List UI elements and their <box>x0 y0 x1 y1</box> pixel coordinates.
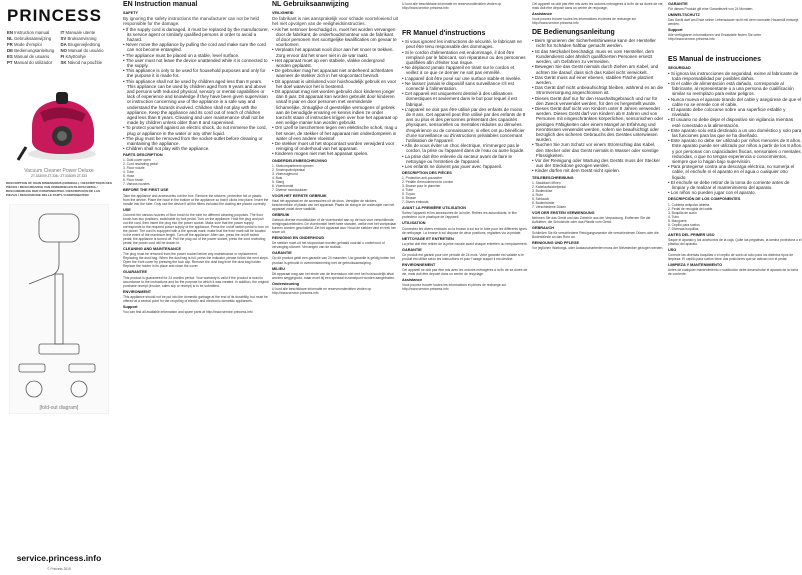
nl-before-heading: VOOR HET EERSTE GEBRUIK <box>272 193 327 198</box>
nl-env-text: Dit apparaat mag aan het einde van de levensduur niet met het huishoudelijk afval worden weggegooid, maar moet bij een speciaal inzamelpunt worden aangeboden. <box>272 271 396 280</box>
en-rule-item: • Children shall not play with the appliance. <box>123 146 269 151</box>
fr-rule-item: • L'appareil doit être posé sur une surface stable et nivelée. <box>402 76 528 81</box>
nl-guarantee-text: Op dit product geldt een garantie van 24 maanden. Uw garantie is geldig indien het product is gebruikt in overeenstemming met de gebruiksaanwijzing. <box>272 256 395 265</box>
nl-use-heading: GEBRUIK <box>272 212 290 217</box>
language-item: SK Návod na použitie <box>60 60 103 65</box>
cover-column <box>0 0 118 575</box>
es-title: ES Manual de instrucciones <box>668 55 761 63</box>
es-rule-item: • Si ignora las instrucciones de seguridad, exime al fabricante de toda responsabilidad por posibles daños. <box>668 71 802 81</box>
fr-guarantee-text: Ce produit est garanti pour une période de 24 mois. Votre garantie est valable si le produit est utilisé selon les instructions et pour l'usage auquel il est destiné. <box>402 252 524 261</box>
de-use-text: Schließen Sie für verschiedene Reinigungszwecke die verschiedenen Düsen oder die Bodenbürste an das Rohr an. <box>532 230 659 239</box>
product-codes: ZT.333009 ZT.338 / ZT.333009 ZT.333 <box>31 174 87 178</box>
language-item: DA Brugervejledning <box>60 42 101 47</box>
nl-clean-text: De stekker moet uit het stopcontact worden gehaald voordat u onderhoud of vervanging uitvoert. Vervangen van de stofzak. <box>272 241 385 250</box>
en-rule-item: • The user must not leave the device unattended while it is connected to the supply. <box>123 58 269 68</box>
nl-support-heading: Ondersteuning <box>272 281 300 286</box>
en-rule-item: • This appliance shall not be used by children aged less than 8 years. This appliance can be used by children aged from 8 years and above and persons with reduced physical, sensory or mental capabilities or lack of experience and knowledge if they have been given supervision or instruction concerning use of the appliance in a safe way and understand the hazards involved. Children shall not play with the appliance. Keep the appliance and its cord out of reach of children aged less than 8 years. Cleaning and user maintenance shall not be made by children unless older than 8 and supervised. <box>123 79 269 126</box>
de-use-heading: GEBRAUCH <box>532 225 554 230</box>
de-clean-heading: REINIGUNG UND PFLEGE <box>532 241 580 246</box>
de-rule-item: • Dieses Gerät darf nicht von Kindern unter 8 Jahren verwendet werden. Dieses Gerät darf von Kindern ab 8 Jahren und von Personen mit eingeschränkten körperlichen, sensorischen oder geistigen Fähigkeiten oder einem Mangel an Erfahrung und Kenntnissen verwendet werden, sofern sie beaufsichtigt oder bezüglich des sicheren Gebrauchs des Gerätes unterwiesen wurden. <box>532 106 664 142</box>
en-part-item: 5. Hose <box>123 174 269 178</box>
fr-part-item: 6. Brosse <box>402 196 528 200</box>
nl-part-item: 2. Snoeropwindpedaal <box>272 168 398 172</box>
de-guarantee-text: Für dieses Produkt gilt eine Garantiezeit von 24 Monaten. <box>668 7 754 12</box>
language-item: FI Käyttöohje <box>60 54 86 59</box>
fr-part-item: 7. Divers embouts <box>402 200 528 204</box>
brand-logo: PRINCESS <box>7 6 102 25</box>
en-part-item: 1. Dust cover open <box>123 158 269 162</box>
de-intro-support-text: Vous pouvez trouver toutes les informations et pièces de rechange sur http://www.service.princess.info <box>532 17 637 26</box>
nl-part-item: 7. Diverse mondstukken <box>272 188 398 192</box>
en-safety-heading: SAFETY <box>123 11 138 15</box>
nl-rule-item: • De stekker moet uit het stopcontact worden verwijderd voor reiniging of onderhoud van het apparaat. <box>272 141 398 151</box>
es-rule-item: • El aparato debe colocarse sobre una superficie estable y nivelada. <box>668 107 802 117</box>
nl-before-text: Haal het apparaat en de accessoires uit de doos. Verwijder de stickers, beschermfolie of plastic van het apparaat. Plaats de slang in de onderzijde van het apparaat zodat deze vastklikt. <box>272 198 395 211</box>
de-part-item: 6. Bodenbürste <box>532 201 664 205</box>
en-part-item: 7. Various nozzles <box>123 182 269 186</box>
fr-support-text: Vous pouvez trouver toutes les informations et pièces de rechange sur http://www.service.princess.info <box>402 283 507 292</box>
en-guarantee-text: This product is guaranteed for 24 months period. Your warranty is valid if the product is used in accordance to the instructions and for the purpose for which it was created. In addition, the original purchase receipt (invoice, sales slip or receipt) is to be submitted. <box>123 275 269 288</box>
de-rule-item: • Das Gerät darf nicht unbeaufsichtigt bleiben, während es an die Stromversorgung angeschlossen ist. <box>532 85 664 95</box>
de-rule-item: • Das Gerät muss auf einer ebenen, stabilen Fläche platziert werden. <box>532 75 664 85</box>
es-use-heading: USO <box>668 247 677 252</box>
de-intro-text: Cet appareil ne doit pas être mis avec les ordures ménagères à la fin de sa durée de vie, mais doit être déposé dans un centre de recyclage. <box>532 2 664 11</box>
es-rule-item: • El enchufe se debe retirar de la toma de corriente antes de limpiar y de realizar el mantenimiento del aparato. <box>668 180 802 190</box>
es-part-item: 3. Boquilla de suelo <box>668 211 802 215</box>
fr-section <box>402 0 528 575</box>
en-support-heading: Support <box>123 304 138 309</box>
fr-use-text: Connectez les divers embouts ou la brosse à sol sur le tube pour les différents types de nettoyage. La brosse à sol dispose de deux positions, réglables via la pédale. <box>402 226 527 235</box>
es-rule-item: • El usuario no debe dejar el dispositivo sin vigilancia mientras esté conectado a la alimentación. <box>668 117 802 127</box>
es-part-item: 1. Cubierta antipolvo abierta <box>668 203 802 207</box>
de-clean-text: Vor jeglichen Wartungs- oder Austauscharbeiten muss der Netzstecker gezogen werden. <box>532 246 664 251</box>
fr-support-heading: Assistance <box>402 278 423 283</box>
fr-rule-item: • Si vous ignorez les instructions de sécurité, le fabricant ne peut être tenu responsable des dommages. <box>402 39 528 49</box>
en-rule-item: • If the supply cord is damaged, it must be replaced by the manufacturer, its service agent or similarly qualified persons in order to avoid a hazard. <box>123 27 269 43</box>
en-part-item: 3. Floor nozzle <box>123 166 269 170</box>
de-rule-item: • Bewegen Sie das Gerät niemals durch Ziehen am Kabel, und achten Sie darauf, dass sich das Kabel nicht verwickelt. <box>532 64 664 74</box>
nl-part-item: 5. Slang <box>272 180 398 184</box>
language-item: EN Instruction manual <box>7 30 50 35</box>
de-part-item: 2. Kabelaufwickelpedal <box>532 185 664 189</box>
language-item: PT Manual do utilizador <box>7 60 53 65</box>
nl-part-item: 6. Vloerborstel <box>272 184 398 188</box>
de-parts-list <box>532 181 664 209</box>
de-rule-item: • Ist das Netzkabel beschädigt, muss es vom Hersteller, dem Kundendienst oder ähnlich qualifizierten Personen ersetzt werden, um Gefahren zu vermeiden. <box>532 49 664 65</box>
de-title: DE Bedienungsanleitung <box>532 29 615 37</box>
de-before-text: Nehmen Sie das Gerät und das Zubehör aus der Verpackung. Entfernen Sie die Aufkleber, die Schutzfolie oder das Plastik vom Gerät. <box>532 215 651 224</box>
website: service.princess.info <box>16 553 102 563</box>
fr-part-item: 2. Pédale d'enroulement du cordon <box>402 180 528 184</box>
fr-rule-item: • Les enfants ne doivent pas jouer avec l'appareil. <box>402 164 528 169</box>
en-column <box>123 0 269 575</box>
fr-rules-list <box>402 39 528 169</box>
de-part-item: 5. Schlauch <box>532 197 664 201</box>
de-rule-item: • Tauchen Sie zum Schutz vor einem Stromschlag das Kabel, den Stecker oder das Gerät niemals in Wasser oder sonstige Flüssigkeiten. <box>532 142 664 158</box>
en-rule-item: • The plug must be removed from the socket-outlet before cleaning or maintaining the appliance. <box>123 136 269 146</box>
en-guarantee-heading: GUARANTEE <box>123 270 148 275</box>
fr-clean-text: La prise doit être retirée de la prise murale avant chaque entretien ou remplacement. <box>402 241 528 246</box>
en-title: EN Instruction manual <box>123 1 198 8</box>
de-part-item: 4. Rohr <box>532 193 664 197</box>
es-column <box>668 0 802 575</box>
fr-before-heading: AVANT LA PREMIÈRE UTILISATION <box>402 206 466 211</box>
nl-guarantee-heading: GARANTIE <box>272 251 292 256</box>
fr-parts-list <box>402 176 528 204</box>
en-part-item: 4. Tube <box>123 170 269 174</box>
es-rules-list <box>668 71 802 196</box>
de-guarantee-heading: GARANTIE <box>668 2 688 6</box>
nl-rule-item: • Als het netsnoer beschadigd is, moet het worden vervangen door de fabrikant, de onderhoudsmonteur van de fabrikant of door personen met soortgelijke kwalificaties om gevaar te voorkomen. <box>272 27 398 48</box>
de-before-heading: VOR DER ERSTEN VERWENDUNG <box>532 210 595 215</box>
de-rule-item: • Dieses Gerät darf nur für den Haushaltsgebrauch und nur für den Zweck verwendet werden, für den es hergestellt wurde. <box>532 96 664 106</box>
de-intro-support: Assistance <box>532 12 553 17</box>
nl-rules-list <box>272 27 398 157</box>
nl-rule-item: • Het apparaat moet op een stabiele, vlakke ondergrond worden geplaatst. <box>272 58 398 68</box>
en-clean-text: The plug must be removed from the power socket before any maintenance or replacement. Replacing the dust bag: When the dust bag is full, press the indicator, please follow the next steps. Open the front cover by pressing the lock clip. Remove the dust bag from the dust bag holder. Replace the holder in its place and close the cover. <box>123 252 269 269</box>
fr-part-item: 4. Tube <box>402 188 528 192</box>
fr-part-item: 5. Tuyau <box>402 192 528 196</box>
language-list <box>7 30 114 66</box>
language-item: IT Manuale utente <box>60 30 96 35</box>
fr-part-item: 3. Brosse pour le plancher <box>402 184 528 188</box>
parts-diagram <box>9 204 109 414</box>
en-support-text: You can find all available information and spare parts at http://www.service.princess.info <box>123 309 253 314</box>
nl-rule-item: • Om uzelf te beschermen tegen een elektrische schok, mag u het snoer, de stekker of het apparaat niet onderdompelen in water of een andere vloeistof. <box>272 125 398 141</box>
en-before-text: Take the appliance and accessories out the box. Remove the stickers, protective foil or plastic from the device. Place the hose in the bottom of the appliance so that it clicks into place. Insert the handle into the tube. Only use the device if all the filters included the dusting are placed correctly. <box>123 193 269 206</box>
nl-title: NL Gebruiksaanwijzing <box>272 1 349 8</box>
legal-notice: DESCRIPTION OF MAIN DIMENSIONS (NOMINAL) / DESCRIPTIONS DES PIÈCES / BESCHRIJVING VAN ONDERDELEN BLOKSCHEMA / BESCHREIBUNG DER KOMPONENTEN / DESCRIPCIÓN DE LAS PIEZAS / DESCRIZIONE DELLE PARTI / KOMPONENTER <box>6 181 112 197</box>
nl-safety-heading: VEILIGHEID <box>272 11 294 15</box>
fr-rule-item: • L'appareil ne doit pas être utilisé par des enfants de moins de 8 ans. Cet appareil peut être utilisé par des enfants de 8 ans ou plus et des personnes présentant des capacités physiques, sensorielles ou mentales réduites ou dénuées d'expérience ou de connaissance, si elles ont pu bénéficier d'une surveillance ou d'instructions préalables concernant l'utilisation de l'appareil. <box>402 107 528 143</box>
de-rule-item: • Beim Ignorieren der Sicherheitshinweise kann der Hersteller nicht für Schäden haftbar gemacht werden. <box>532 38 664 48</box>
language-item: FR Mode d'emploi <box>7 42 42 47</box>
en-use-heading: USE <box>123 207 131 212</box>
de-rule-item: • Vor der Reinigung oder Wartung des Geräts muss der Stecker aus der Steckdose gezogen werden. <box>532 158 664 168</box>
language-item: DE Bedienungsanleitung <box>7 48 55 53</box>
en-parts-list <box>123 158 269 186</box>
language-item: ES Manual de usuario <box>7 54 50 59</box>
copyright: © Princess 2015 <box>47 567 71 571</box>
fr-guarantee-heading: GARANTIE <box>402 247 422 252</box>
fr-rule-item: • Afin de vous éviter un choc électrique, n'immergez pas le cordon, la prise ou l'appareil dans de l'eau ou autre liquide. <box>402 143 528 153</box>
es-rule-item: • Los niños no pueden jugar con el aparato. <box>668 190 802 195</box>
es-safety-heading: SEGURIDAD <box>668 65 691 70</box>
diagram-label: [fold-out diagram] <box>39 404 79 411</box>
fr-rule-item: • Ne déplacez jamais l'appareil en tirant sur le cordon et veillez à ce que ce dernier ne soit pas emmêlé. <box>402 65 528 75</box>
fr-rule-item: • La prise doit être enlevée du secteur avant de faire le nettoyage ou l'entretien de l'appareil. <box>402 154 528 164</box>
nl-rule-item: • Kinderen mogen niet met het apparaat spelen. <box>272 151 398 156</box>
en-safety-text: By ignoring the safety instructions the manufacturer can not be held responsible for the damage. <box>123 16 259 27</box>
es-part-item: 6. Cepillo para suelos <box>668 223 802 227</box>
fr-rule-item: • Cet appareil est uniquement destiné à des utilisations domestiques et seulement dans le but pour lequel il est fabriqué. <box>402 91 528 107</box>
nl-use-text: Gebruik diverse mondstukken of de vloerborstel aan op de buis voor verschillende reinigingsdoeleinden. De vloerborstel heeft twee standen, welke met het voetpedaal kunnen worden geschakeld. Zet het apparaat aan: Houd de stekker vast en trek het snoer uit. <box>272 218 396 235</box>
es-clean-text: Antes de cualquier mantenimiento o sustitución debe desenchufar el aparato de la toma de corriente. <box>668 268 799 277</box>
de-part-item: 1. Staubfach öffnen <box>532 181 664 185</box>
fr-intro-text: U kunt alle beschikbare informatie en reserveonderdelen vinden op http://www.service.princess.info <box>402 2 502 11</box>
en-rule-item: • To protect yourself against an electric shock, do not immerse the cord, plug or appliance in the water or any other liquid. <box>123 125 269 135</box>
fr-rule-item: • Si le cordon d'alimentation est endommagé, il doit être remplacé par le fabricant, son réparateur ou des personnes qualifiées afin d'éviter tout risque. <box>402 50 528 66</box>
en-rule-item: • This appliance is only to be used for household purposes and only for the purpose it is made for. <box>123 68 269 78</box>
es-part-item: 2. Pedal de recogida del cable <box>668 207 802 211</box>
es-rule-item: • Para protegerse contra una descarga eléctrica, no sumerja el cable, el enchufe ni el aparato en el agua o cualquier otro líquido. <box>668 164 802 180</box>
es-rule-item: • Este aparato solo está destinado a un uso doméstico y solo para las funciones para las que se ha diseñado. <box>668 128 802 138</box>
es-use-text: Conecte las diversas boquillas o el cepillo de suelo al tubo para los distintos tipos de limpieza. El cepillo para suelos tiene dos posiciones que se activan con el pedal. <box>668 252 794 261</box>
de-support-text: Alle verfügbaren Informationen und Ersatzteile finden Sie unter http://www.service.princess.info <box>668 33 762 42</box>
product-title: Vacuum Cleaner Power Deluxe <box>24 168 94 174</box>
en-before-heading: BEFORE THE FIRST USE <box>123 188 169 193</box>
nl-fr-column <box>272 0 528 575</box>
fr-env-heading: ENVIRONNEMENT <box>402 262 436 267</box>
en-part-item: 6. Floor brush <box>123 178 269 182</box>
de-support-heading: Support <box>668 28 683 33</box>
nl-safety-text: De fabrikant is niet aansprakelijk voor schade voortvloeiend uit het niet opvolgen van de veiligheidsinstructies. <box>272 16 398 27</box>
nl-parts-heading: ONDERDELENBESCHRIJVING <box>272 158 328 163</box>
fr-use-heading: UTILISATION <box>402 221 426 226</box>
en-parts-heading: PARTS DESCRIPTION <box>123 153 163 158</box>
es-part-item: 4. Tubo <box>668 215 802 219</box>
nl-rule-item: • Dit apparaat mag niet worden gebruikt door kinderen jonger dan 8 jaar. Dit apparaat kan worden gebruikt door kinderen vanaf 8 jaar en door personen met verminderde lichamelijke, zintuiglijke of geestelijke vermogens of gebrek aan de benodigde ervaring en kennis indien ze onder toezicht staan of instructies krijgen over hoe het apparaat op een veilige manier kan worden gebruikt. <box>272 89 398 125</box>
nl-rule-item: • Verplaats het apparaat nooit door aan het snoer te trekken. Zorg ervoor dat het snoer niet in de war raakt. <box>272 47 398 57</box>
de-column <box>532 0 664 575</box>
es-before-text: Saque el aparato y los accesorios de la caja. Quite las pegatinas, la lámina protectora o el plástico del aparato. <box>668 237 802 246</box>
de-parts-heading: TEILEBESCHREIBUNG <box>532 175 574 180</box>
fr-env-text: Cet appareil ne doit pas être mis avec les ordures ménagères à la fin de sa durée de vie, mais doit être déposé dans un centre de recyclage. <box>402 268 528 277</box>
language-item: NL Gebruiksaanwijzing <box>7 36 52 41</box>
nl-support-text: U kunt alle beschikbare informatie en reserveonderdelen vinden op http://www.service.princess.info <box>272 286 372 295</box>
es-parts-list <box>668 203 802 231</box>
de-env-text: Das Gerät darf am Ende seiner Lebensdauer nicht mit dem normalen Hausmüll entsorgt werden. <box>668 18 799 27</box>
en-env-heading: ENVIRONMENT <box>123 289 152 294</box>
de-rules-list <box>532 38 664 173</box>
en-rules-list <box>123 27 269 152</box>
nl-clean-heading: REINIGING EN ONDERHOUD <box>272 236 325 241</box>
de-env-heading: UMWELTSCHUTZ <box>668 13 700 18</box>
fr-clean-heading: NETTOYAGE ET ENTRETIEN <box>402 236 454 241</box>
language-item: SV Bruksanvisning <box>60 36 97 41</box>
fr-title: FR Manuel d'instructions <box>402 30 486 38</box>
nl-part-item: 1. Stofcompartiment openen <box>272 164 398 168</box>
de-part-item: 7. Verschiedene Düsen <box>532 205 664 209</box>
nl-section <box>272 0 398 575</box>
en-env-text: This appliance should not be put into the domestic garbage at the end of its durability, but must be offered at a central point for the recycling of electric and electronic domestic appliances. <box>123 294 268 303</box>
nl-rule-item: • Dit apparaat is uitsluitend voor huishoudelijk gebruik en voor het doel waarvoor het is bestemd. <box>272 79 398 89</box>
en-clean-heading: CLEANING AND MAINTENANCE <box>123 247 182 252</box>
es-rule-item: • Este aparato no debe ser utilizado por niños menores de 8 años. Este aparato puede ser utilizado por niños a partir de los 8 años y por personas con capacidades físicas, sensoriales o mentales reducidas, o que no tengan experiencia o conocimientos, siempre que lo hagan bajo supervisión. <box>668 138 802 164</box>
en-part-item: 2. Cord rewinding pedal <box>123 162 269 166</box>
fr-part-item: 1. Protection anti-poussière <box>402 176 528 180</box>
es-parts-heading: DESCRIPCIÓN DE LOS COMPONENTES <box>668 197 741 202</box>
en-use-text: Connect the various nozzles of floor brush to the tube for different cleaning purposes. The floor brush has two positions, switchable by foot pedal. Turn on the appliance: Hold the plug and pull out the cord, then insert the plug into the power socket. Make sure that the power supply corresponds to the required power supply of the appliance. Press the on/off switch pedal to turn on the power. The cord is equipped with a the special mark; make that the front mark will be located in the event of the maximum length. Turn off the appliance: After use, press the on/off switch pedal; the appliance is turned off. Pull the plug out of the power socket, press the cord rewinding pedal; the power cord will be drawn in. <box>123 212 269 246</box>
nl-parts-list <box>272 164 398 192</box>
nl-rule-item: • De gebruiker mag het apparaat niet onbeheerd achterlaten wanneer de stekker zich in het stopcontact bevindt. <box>272 68 398 78</box>
language-item: NO Manual do usuário <box>60 48 104 53</box>
de-rule-item: • Kinder dürfen mit dem Gerät nicht spielen. <box>532 168 664 173</box>
es-rule-item: • Si el cable de alimentación está dañado, corresponde al fabricante, al representante o a una persona de cualificación similar su reemplazo para evitar peligros. <box>668 81 802 97</box>
es-clean-heading: LIMPIEZA Y MANTENIMIENTO <box>668 262 723 267</box>
nl-env-heading: MILIEU <box>272 266 285 271</box>
en-rule-item: • Never move the appliance by pulling the cord and make sure the cord can not become entangled. <box>123 42 269 52</box>
es-part-item: 7. Diversas boquillas <box>668 227 802 231</box>
es-part-item: 5. Manguera <box>668 219 802 223</box>
nl-part-item: 4. Buis <box>272 176 398 180</box>
fr-parts-heading: DESCRIPTION DES PIÈCES <box>402 171 452 176</box>
es-rule-item: • Nunca mueva el aparato tirando del cable y asegúrese de que el cable no se enrede con el cable. <box>668 97 802 107</box>
fr-before-text: Sortez l'appareil et les accessoires de la boîte. Retirez les autocollants, le film protecteur ou le plastique de l'appareil. <box>402 211 517 220</box>
nl-part-item: 3. Vloerzuigmond <box>272 172 398 176</box>
en-rule-item: • The appliance must be placed on a stable, level surface. <box>123 53 269 58</box>
fr-rule-item: • Ne laissez jamais le dispositif sans surveillance s'il est connecté à l'alimentation. <box>402 81 528 91</box>
es-before-heading: ANTES DEL PRIMER USO <box>668 232 715 237</box>
vacuum-cleaner-image <box>12 72 104 164</box>
de-part-item: 3. Bodendüse <box>532 189 664 193</box>
